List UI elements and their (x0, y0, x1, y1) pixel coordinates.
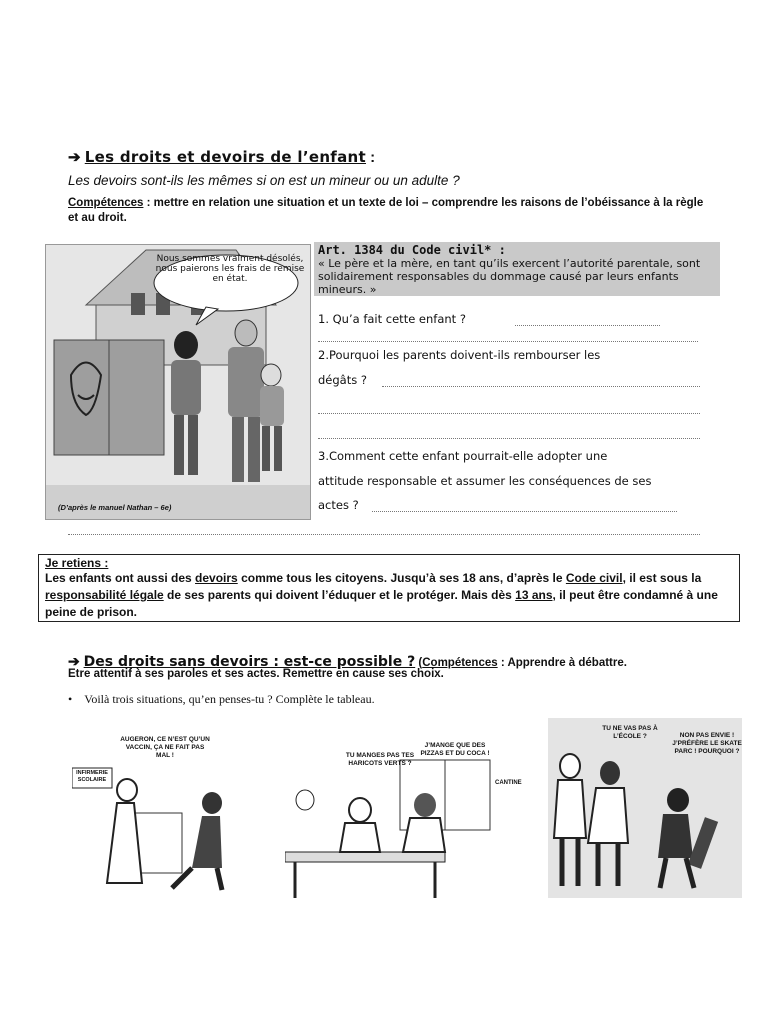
comic3-bubble-b: NON PAS ENVIE ! J’PRÉFÈRE LE SKATE PARC ! POURQUOI ? (672, 732, 742, 755)
comic1-sign: INFIRMERIE SCOLAIRE (76, 770, 108, 783)
section1-question: Les devoirs sont-ils les mêmes si on est un mineur ou un adulte ? (68, 173, 460, 188)
je-retiens-text (45, 570, 735, 621)
comic2-bubble-b: J’MANGE QUE DES PIZZAS ET DU COCA ! (420, 742, 490, 757)
retiens-devoirs: devoirs (195, 571, 238, 585)
answer-line (382, 385, 700, 387)
image-credit: (D’après le manuel Nathan – 6e) (58, 503, 172, 512)
competences-text: : mettre en relation une situation et un texte de loi – comprendre les raisons de l’obéissance à la règle et au droit. (68, 197, 704, 224)
article-text: « Le père et la mère, en tant qu’ils exercent l’autorité parentale, sont solidairement responsables du dommage causé par leurs enfants mineurs. » (318, 257, 701, 296)
section1-title: Les droits et devoirs de l’enfant (84, 148, 367, 166)
section2-competences-text: : Apprendre à débattre. (497, 657, 627, 669)
section2-competences-label: Compétences (422, 657, 498, 669)
section2-line2: Etre attentif à ses paroles et ses actes. Remettre en cause ses choix. (68, 668, 444, 680)
retiens-text-1: Les enfants ont aussi des (45, 571, 196, 585)
question-3-line2: attitude responsable et assumer les conséquences de ses (318, 474, 652, 488)
answer-line (372, 510, 677, 512)
comic3-bubble-a: TU NE VAS PAS À L’ÉCOLE ? (602, 725, 658, 740)
answer-line (318, 340, 698, 342)
retiens-code-civil: Code civil (565, 571, 623, 585)
article-title: Art. 1384 du Code civil* : (318, 243, 506, 257)
answer-line (318, 412, 700, 414)
illustration-family (45, 244, 311, 520)
instruction-text: Voilà trois situations, qu’en penses-tu ? Complète le tableau. (84, 692, 375, 706)
retiens-text-3: , il est sous la (622, 571, 702, 585)
section2-title: Des droits sans devoirs : est-ce possible ? (83, 654, 416, 670)
arrow-icon: ➔ (68, 149, 81, 166)
question-3-line1: 3.Comment cette enfant pourrait-elle adopter une (318, 449, 608, 463)
comic2-sign: CANTINE (495, 780, 522, 786)
section1-heading (68, 148, 375, 166)
retiens-text-4: de ses parents qui doivent l’éduquer et le protéger. Mais dès (163, 588, 516, 602)
je-retiens-title: Je retiens : (45, 556, 109, 570)
retiens-responsabilite: responsabilité légale (45, 588, 164, 602)
question-2-line1: 2.Pourquoi les parents doivent-ils rembourser les (318, 348, 601, 362)
question-1: 1. Qu’a fait cette enfant ? (318, 312, 466, 326)
retiens-text-2: comme tous les citoyens. Jusqu’à ses 18 ans, d’après le (237, 571, 566, 585)
speech-bubble-text: Nous sommes vraiment désolés, nous paierons les frais de remise en état. (155, 254, 305, 284)
section1-competences (68, 196, 708, 226)
competences-label: Compétences (68, 197, 144, 209)
bullet-icon: • (68, 692, 73, 706)
comic1-bubble: AUGERON, CE N’EST QU’UN VACCIN, ÇA NE FAIT PAS MAL ! (120, 736, 210, 759)
answer-line (515, 324, 660, 326)
question-3-line3: actes ? (318, 498, 359, 512)
section2-paren: ( (415, 657, 423, 669)
section2-instruction (68, 692, 375, 707)
arrow-icon: ➔ (68, 653, 80, 669)
retiens-text-5: , il peut être condamné à une peine de prison. (45, 588, 718, 619)
question-2-line2: dégâts ? (318, 373, 367, 387)
answer-line (318, 437, 700, 439)
comic2-bubble-a: TU MANGES PAS TES HARICOTS VERTS ? (345, 752, 415, 767)
family-scene-illustration (46, 245, 310, 519)
retiens-13-ans: 13 ans (515, 588, 553, 602)
section1-colon: : (366, 149, 376, 166)
answer-line (68, 533, 700, 535)
